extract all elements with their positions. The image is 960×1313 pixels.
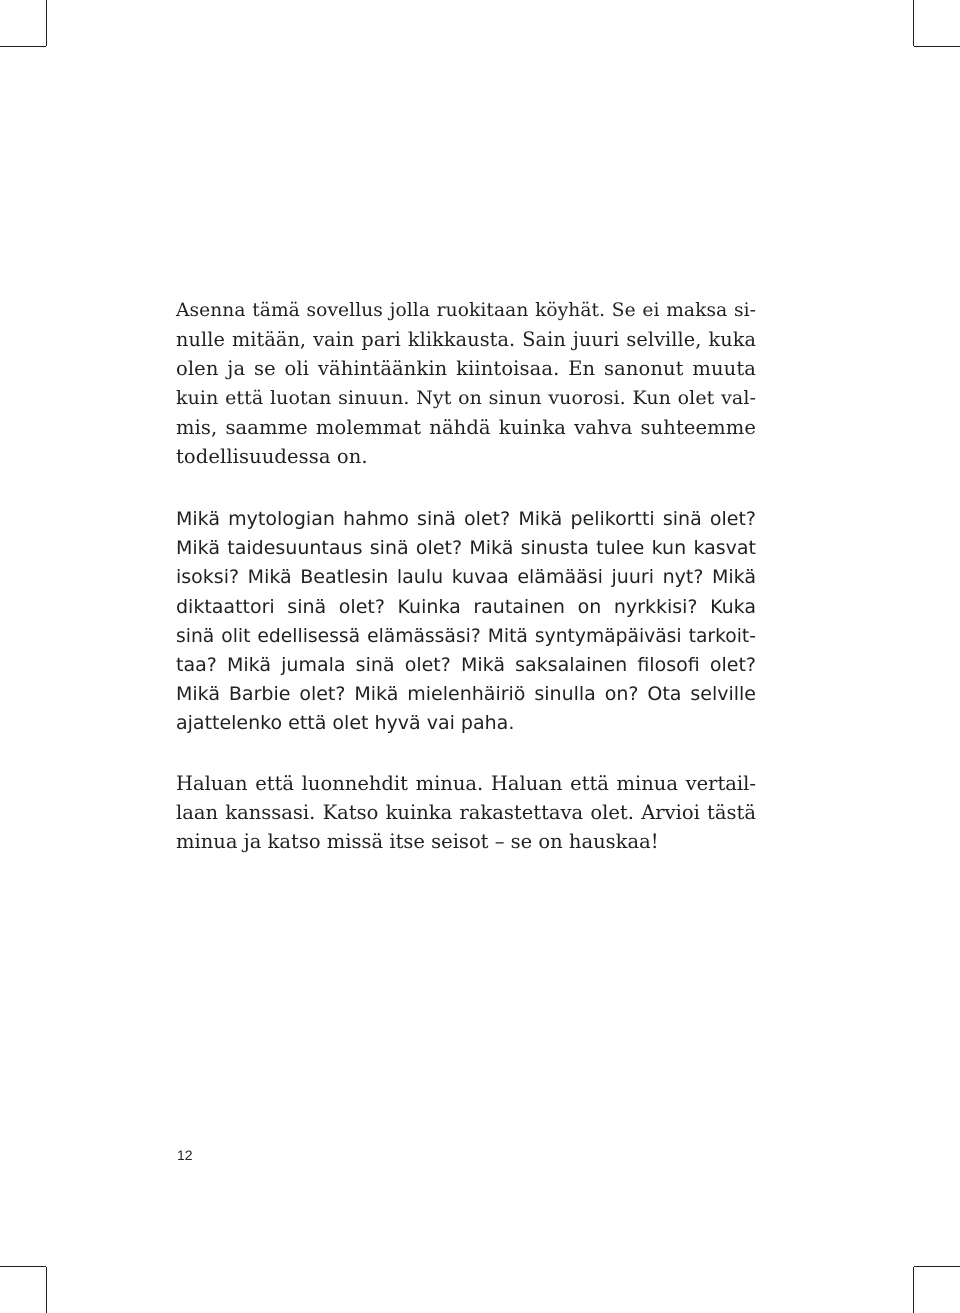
paragraph-line: diktaattori sinä olet? Kuinka rautainen on nyrkkisi? Kuka — [176, 595, 756, 618]
paragraph-1 — [176, 296, 756, 471]
paragraph-line: nulle mitään, vain pari klikkausta. Sain juuri selville, kuka — [176, 328, 756, 352]
paragraph-line: taa? Mikä jumala sinä olet? Mikä saksalainen filosofi olet? — [176, 654, 756, 677]
paragraph-3 — [176, 769, 756, 857]
paragraph-line: sinä olit edellisessä elämässäsi? Mitä syntymäpäiväsi tarkoit- — [176, 625, 756, 647]
paragraph-line: Mikä mytologian hahmo sinä olet? Mikä pelikortti sinä olet? — [176, 508, 756, 530]
paragraph-line: todellisuudessa on. — [176, 445, 368, 469]
paragraph-line: laan kanssasi. Katso kuinka rakastettava olet. Arvioi tästä — [176, 801, 756, 825]
crop-mark-top-left-horizontal — [0, 46, 46, 47]
crop-mark-top-right-horizontal — [914, 46, 960, 47]
paragraph-line: Mikä Barbie olet? Mikä mielenhäiriö sinulla on? Ota selville — [176, 683, 756, 706]
paragraph-2 — [176, 505, 756, 739]
paragraph-line: Mikä taidesuuntaus sinä olet? Mikä sinusta tulee kun kasvat — [176, 537, 756, 560]
crop-mark-top-right — [913, 0, 914, 46]
paragraph-line: kuin että luotan sinuun. Nyt on sinun vuorosi. Kun olet val- — [176, 386, 756, 409]
paragraph-line: olen ja se oli vähintäänkin kiintoisaa. En sanonut muuta — [176, 357, 756, 381]
paragraph-line: Haluan että luonnehdit minua. Haluan että minua vertail- — [176, 772, 756, 795]
paragraph-line: isoksi? Mikä Beatlesin laulu kuvaa elämääsi juuri nyt? Mikä — [176, 566, 756, 589]
crop-mark-bottom-left-horizontal — [0, 1266, 46, 1267]
crop-mark-bottom-left — [46, 1267, 47, 1313]
paragraph-line: ajattelenko että olet hyvä vai paha. — [176, 712, 515, 735]
paragraph-line: Asenna tämä sovellus jolla ruokitaan köyhät. Se ei maksa si- — [176, 300, 756, 321]
paragraph-line: mis, saamme molemmat nähdä kuinka vahva suhteemme — [176, 415, 756, 439]
page-number: 12 — [177, 1147, 193, 1163]
crop-mark-top-left — [46, 0, 47, 46]
crop-mark-bottom-right — [913, 1267, 914, 1313]
crop-mark-bottom-right-horizontal — [914, 1266, 960, 1267]
paragraph-line: minua ja katso missä itse seisot – se on hauskaa! — [176, 830, 659, 854]
